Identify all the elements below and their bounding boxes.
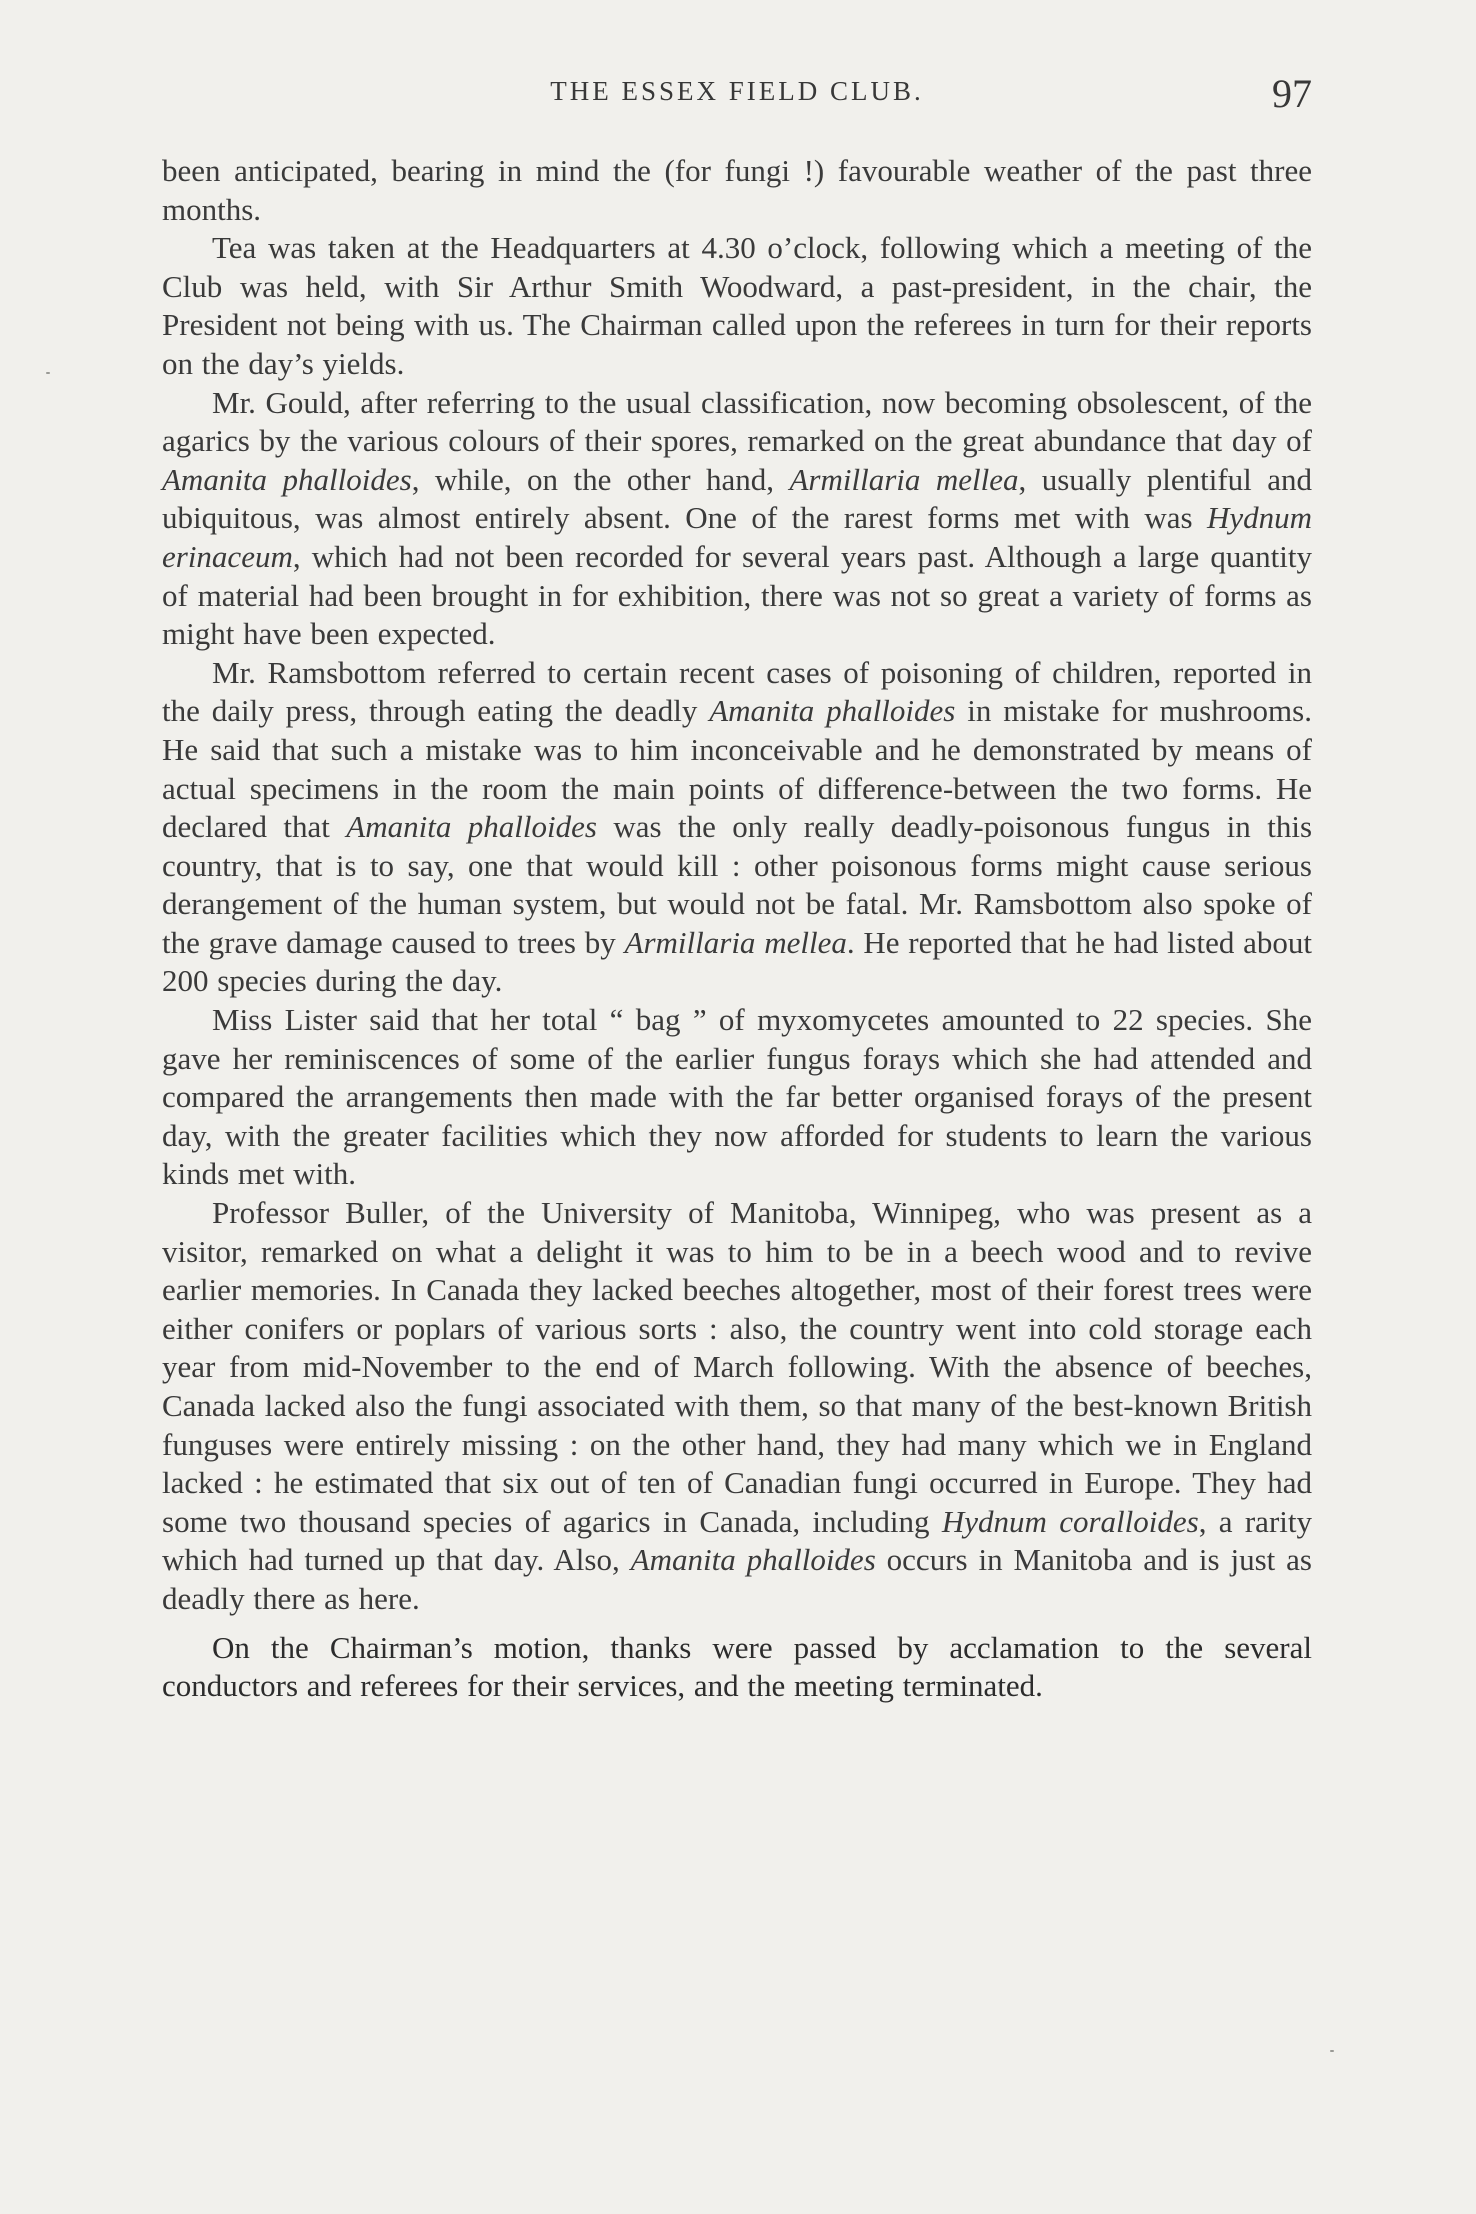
text-run: Professor Buller, of the University of Manitoba, Winnipeg, who was present as a visitor, remarked on what a delight it was to him to be in a beech wood and to revive earlier memories. In Canada they lacked beeches altogether, most of their forest trees were either conifers or poplars of various sorts : also, the country went into cold storage each year from mid-November to the end of March following. With the absence of beeches, Canada lacked also the fungi associated with them, so that many of the best-known British funguses were entirely missing : on the other hand, they had many which we in England lacked : he estimated that six out of ten of Canadian fungi occurred in Europe. They had some two thousand species of agarics in Canada, including [162, 1195, 1312, 1539]
species-name: Amanita phalloides [346, 809, 597, 845]
running-head [162, 71, 1312, 126]
running-title: THE ESSEX FIELD CLUB. [550, 76, 924, 106]
text-run: Mr. Ramsbottom referred to certain recent cases of poisoning of children, reported in the daily press, through eating the deadly [162, 654, 1312, 729]
text-run: On the Chairman’s motion, thanks were passed by acclamation to the several conductors and referees for their services, and the meeting terminated. [162, 1629, 1312, 1704]
text-run: was the only really deadly-poisonous fungus in this country, that is to say, one that would kill : other poisonous forms might cause serious derangement of the human system, but would not be fatal. Mr. Ramsbottom also spoke of the grave damage caused to trees by [162, 809, 1313, 960]
body-paragraph [162, 654, 1312, 1001]
text-run: , which had not been recorded for several years past. Although a large quantity of material had been brought in for exhibition, there was not so great a variety of forms as might have been expected. [162, 538, 1312, 652]
text-run: occurs in Manitoba and is just as deadly there as here. [162, 1542, 1312, 1616]
text-run: Tea was taken at the Headquarters at 4.30 o’clock, following which a meeting of the Club was held, with Sir Arthur Smith Woodward, a past-president, in the chair, the President not being with us. The Chairman called upon the referees in turn for their reports on the day’s yields. [162, 230, 1312, 381]
body-paragraph [162, 1001, 1312, 1194]
species-name: Hydnum coralloides [941, 1503, 1199, 1539]
margin-mark [46, 372, 50, 374]
page-number: 97 [1272, 71, 1312, 116]
body-paragraph [162, 1194, 1312, 1619]
text-run: , usually plentiful and ubiquitous, was almost entirely absent. One of the rarest forms met with was [162, 461, 1312, 536]
text-run: Miss Lister said that her total “ bag ” of myxomycetes amounted to 22 species. She gave her reminiscences of some of the earlier fungus forays which she had attended and compared the arrangements then made with the far better organised forays of the present day, with the greater facilities which they now afforded for students to learn the various kinds met with. [162, 1002, 1312, 1192]
text-run: , while, on the other hand, [411, 461, 790, 497]
body-paragraph [162, 1629, 1312, 1706]
body-paragraph [162, 229, 1312, 383]
text-run: , a rarity which had turned up that day. Also, [162, 1503, 1312, 1578]
margin-mark [1330, 2050, 1334, 2052]
text-run: . He reported that he had listed about 200 species during the day. [162, 924, 1312, 999]
text-run: been anticipated, bearing in mind the (for fungi !) favourable weather of the past three months. [162, 153, 1312, 227]
body-text [162, 152, 1312, 1706]
species-name: Amanita phalloides [630, 1542, 876, 1578]
species-name: Armillaria mellea [624, 924, 847, 960]
species-name: Amanita phalloides [709, 693, 956, 729]
species-name: Hydnum erinaceum [162, 500, 1312, 574]
body-paragraph [162, 152, 1312, 229]
text-run: Mr. Gould, after referring to the usual classification, now becoming obsolescent, of the agarics by the various colours of their spores, remarked on the great abundance that day of [162, 384, 1312, 459]
body-paragraph [162, 384, 1312, 654]
species-name: Armillaria mellea [789, 461, 1019, 497]
text-run: in mistake for mushrooms. He said that such a mistake was to him inconceivable and he demonstrated by means of actual specimens in the room the main points of difference-between the two forms. He declared that [162, 693, 1312, 845]
species-name: Amanita phalloides [162, 461, 412, 497]
